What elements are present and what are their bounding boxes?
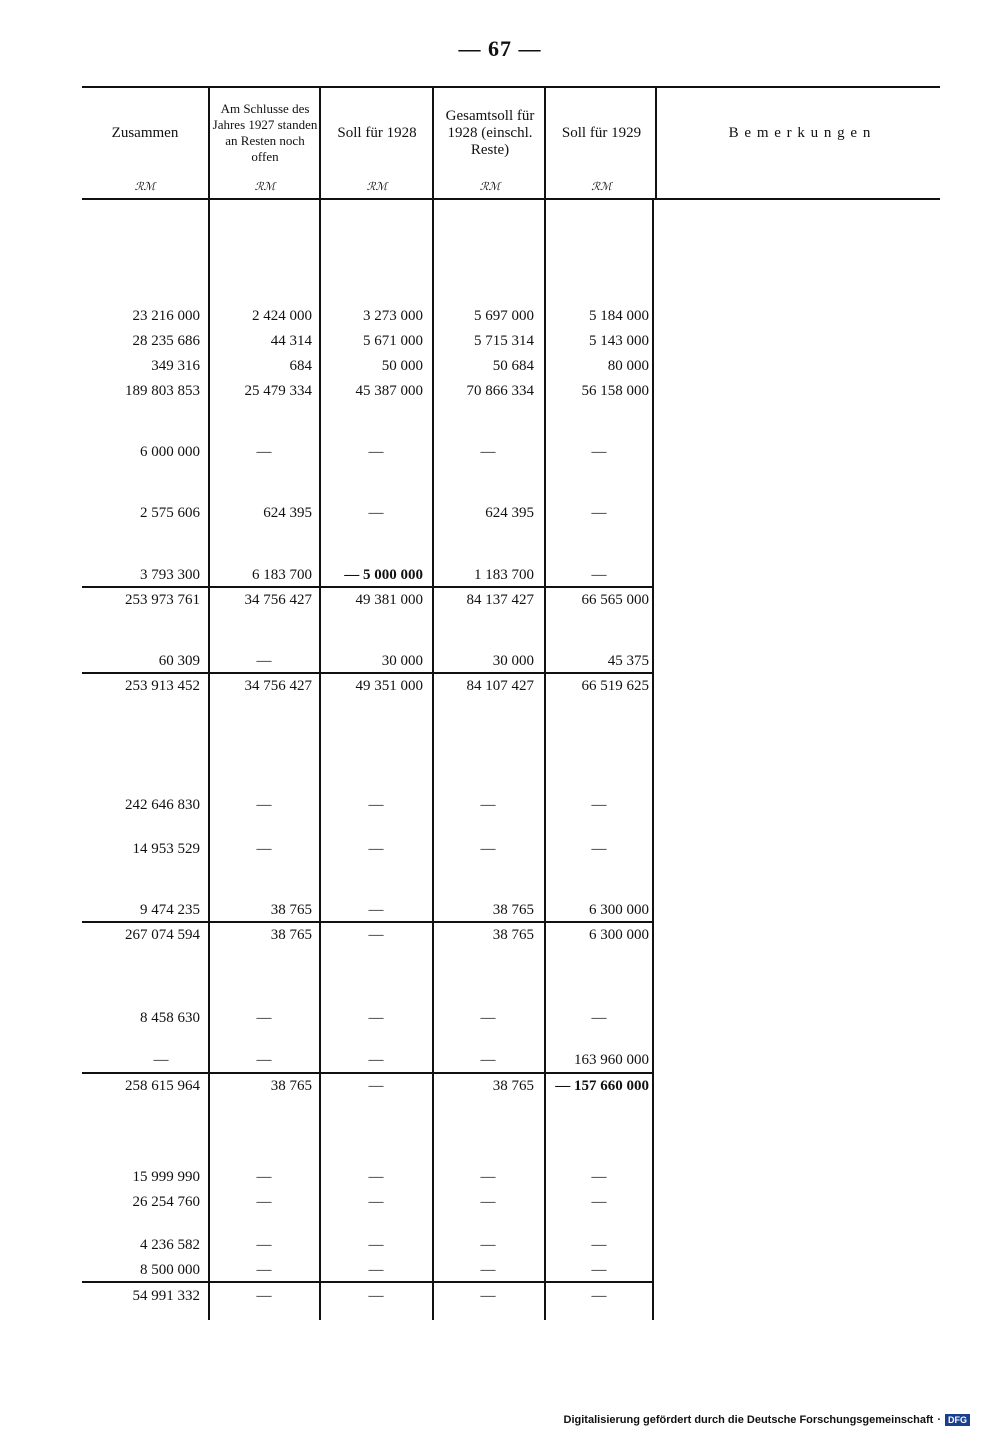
table-cell: 189 803 853 xyxy=(125,383,200,399)
table-cell: 25 479 334 xyxy=(244,383,312,399)
table-cell: 80 000 xyxy=(607,358,649,374)
table-cell: 2 424 000 xyxy=(252,308,312,324)
table-cell: 242 646 830 xyxy=(125,797,200,813)
table-cell: — xyxy=(480,1237,496,1253)
column-rule-2 xyxy=(319,86,321,1320)
table-cell: 38 765 xyxy=(492,927,534,943)
table-cell: 8 500 000 xyxy=(140,1262,200,1278)
table-cell: 267 074 594 xyxy=(125,927,200,943)
table-cell: 349 316 xyxy=(151,358,200,374)
table-cell: — xyxy=(256,1052,272,1068)
table-cell: — xyxy=(480,1052,496,1068)
table-cell: — xyxy=(256,1169,272,1185)
unit-label: ℛℳ xyxy=(254,181,276,193)
table-cell: — xyxy=(591,1010,607,1026)
dfg-logo: DFG xyxy=(945,1414,970,1426)
table-cell: — xyxy=(368,797,384,813)
table-cell: 60 309 xyxy=(158,653,200,669)
table-cell: 44 314 xyxy=(270,333,312,349)
table-cell: — xyxy=(591,1262,607,1278)
table-cell: — xyxy=(368,1169,384,1185)
page-number: — 67 — xyxy=(458,36,542,61)
table-cell: — xyxy=(153,1052,169,1068)
subtotal-rule xyxy=(82,921,652,923)
table-cell: 6 000 000 xyxy=(140,444,200,460)
table-cell: — xyxy=(368,1288,384,1304)
column-rule-5 xyxy=(652,198,654,1320)
table-cell: 5 715 314 xyxy=(474,333,534,349)
table-cell: 30 000 xyxy=(381,653,423,669)
table-cell: — xyxy=(591,1194,607,1210)
table-cell: 84 137 427 xyxy=(466,592,534,608)
table-cell: 50 000 xyxy=(381,358,423,374)
table-cell: 15 999 990 xyxy=(132,1169,200,1185)
table-cell: — xyxy=(256,841,272,857)
table-cell: 6 183 700 xyxy=(252,567,312,583)
table-cell: 45 387 000 xyxy=(355,383,423,399)
unit-label: ℛℳ xyxy=(366,181,388,193)
table-cell: 84 107 427 xyxy=(466,678,534,694)
table-cell: — xyxy=(480,1010,496,1026)
column-rule-3 xyxy=(432,86,434,1320)
table-cell: 624 395 xyxy=(485,505,534,521)
subtotal-rule xyxy=(82,586,652,588)
table-cell: — xyxy=(591,1288,607,1304)
table-cell: 34 756 427 xyxy=(244,592,312,608)
subtotal-rule xyxy=(82,1281,652,1283)
table-cell: — xyxy=(256,1288,272,1304)
table-cell: — xyxy=(368,505,384,521)
table-cell: — 157 660 000 xyxy=(555,1078,649,1094)
subtotal-rule xyxy=(82,1072,652,1074)
unit-label: ℛℳ xyxy=(134,181,156,193)
table-cell: 14 953 529 xyxy=(132,841,200,857)
table-cell: — xyxy=(480,1288,496,1304)
unit-label: ℛℳ xyxy=(479,181,501,193)
table-cell: — xyxy=(480,841,496,857)
header-bemerkungen: B e m e r k u n g e n xyxy=(728,124,872,141)
table-cell: — xyxy=(368,444,384,460)
table-cell: 38 765 xyxy=(492,1078,534,1094)
column-rule-4 xyxy=(544,86,546,1320)
table-cell: 684 xyxy=(289,358,312,374)
table-cell: 34 756 427 xyxy=(244,678,312,694)
footer-credit: Digitalisierung gefördert durch die Deutsche Forschungsgemeinschaft · DFG xyxy=(564,1414,970,1426)
table-cell: — xyxy=(480,797,496,813)
table-cell: — xyxy=(368,1078,384,1094)
table-cell: 28 235 686 xyxy=(132,333,200,349)
table-cell: 38 765 xyxy=(270,1078,312,1094)
table-cell: 54 991 332 xyxy=(132,1288,200,1304)
table-cell: 49 351 000 xyxy=(355,678,423,694)
table-cell: 38 765 xyxy=(492,902,534,918)
table-cell: — xyxy=(256,1010,272,1026)
table-cell: — xyxy=(591,505,607,521)
table-cell: 66 565 000 xyxy=(581,592,649,608)
table-cell: — xyxy=(591,1237,607,1253)
header-reste-1927: Am Schlusse des Jahres 1927 standen an Resten noch offen xyxy=(212,101,318,164)
footer-text: Digitalisierung gefördert durch die Deutsche Forschungsgemeinschaft xyxy=(563,1414,934,1426)
table-cell: — xyxy=(480,1262,496,1278)
table-cell: 253 913 452 xyxy=(125,678,200,694)
table-cell: 4 236 582 xyxy=(140,1237,200,1253)
table-cell: — xyxy=(591,567,607,583)
table-cell: 5 671 000 xyxy=(363,333,423,349)
table-cell: 163 960 000 xyxy=(574,1052,649,1068)
table-cell: 49 381 000 xyxy=(355,592,423,608)
table-cell: — xyxy=(256,797,272,813)
column-rule-5-header xyxy=(655,86,657,198)
table-cell: 2 575 606 xyxy=(140,505,200,521)
table-cell: — xyxy=(368,1194,384,1210)
unit-label: ℛℳ xyxy=(591,181,612,193)
table-cell: 258 615 964 xyxy=(125,1078,200,1094)
header-gesamtsoll-1928: Gesamtsoll für 1928 (einschl. Reste) xyxy=(445,107,535,158)
table-cell: 50 684 xyxy=(492,358,534,374)
column-rule-1 xyxy=(208,86,210,1320)
table-cell: 6 300 000 xyxy=(589,902,649,918)
table-cell: 253 973 761 xyxy=(125,592,200,608)
table-cell: 66 519 625 xyxy=(581,678,649,694)
header-soll-1928: Soll für 1928 xyxy=(337,124,417,141)
table-cell: 5 143 000 xyxy=(589,333,649,349)
table-cell: 5 184 000 xyxy=(589,308,649,324)
table-cell: — xyxy=(256,1262,272,1278)
table-cell: 9 474 235 xyxy=(140,902,200,918)
table-cell: — xyxy=(591,1169,607,1185)
table-cell: 30 000 xyxy=(492,653,534,669)
table-cell: — xyxy=(368,1237,384,1253)
table-cell: 70 866 334 xyxy=(466,383,534,399)
table-cell: 5 697 000 xyxy=(474,308,534,324)
table-cell: 6 300 000 xyxy=(589,927,649,943)
table-cell: — xyxy=(591,797,607,813)
table-cell: — xyxy=(591,841,607,857)
table-cell: — xyxy=(368,1262,384,1278)
table-cell: 45 375 xyxy=(607,653,649,669)
table-cell: 624 395 xyxy=(263,505,312,521)
subtotal-rule xyxy=(82,672,652,674)
table-cell: 26 254 760 xyxy=(132,1194,200,1210)
header-soll-1929: Soll für 1929 xyxy=(561,124,642,141)
table-cell: 38 765 xyxy=(270,902,312,918)
table-cell: 3 793 300 xyxy=(140,567,200,583)
header-zusammen: Zusammen xyxy=(111,124,179,141)
table-cell: 8 458 630 xyxy=(140,1010,200,1026)
table-cell: 23 216 000 xyxy=(132,308,200,324)
table-cell: — xyxy=(256,653,272,669)
table-cell: 3 273 000 xyxy=(363,308,423,324)
table-cell: 56 158 000 xyxy=(581,383,649,399)
table-cell: — 5 000 000 xyxy=(344,567,423,583)
table-cell: — xyxy=(368,902,384,918)
table-cell: 1 183 700 xyxy=(474,567,534,583)
table-cell: — xyxy=(368,841,384,857)
table-cell: — xyxy=(256,444,272,460)
table-cell: — xyxy=(591,444,607,460)
table-cell: 38 765 xyxy=(270,927,312,943)
table-cell: — xyxy=(368,1052,384,1068)
header-bottom-rule xyxy=(82,198,940,200)
table-cell: — xyxy=(368,1010,384,1026)
table-cell: — xyxy=(480,1194,496,1210)
table-cell: — xyxy=(256,1194,272,1210)
table-cell: — xyxy=(480,1169,496,1185)
table-cell: — xyxy=(256,1237,272,1253)
table-cell: — xyxy=(368,927,384,943)
table-cell: — xyxy=(480,444,496,460)
